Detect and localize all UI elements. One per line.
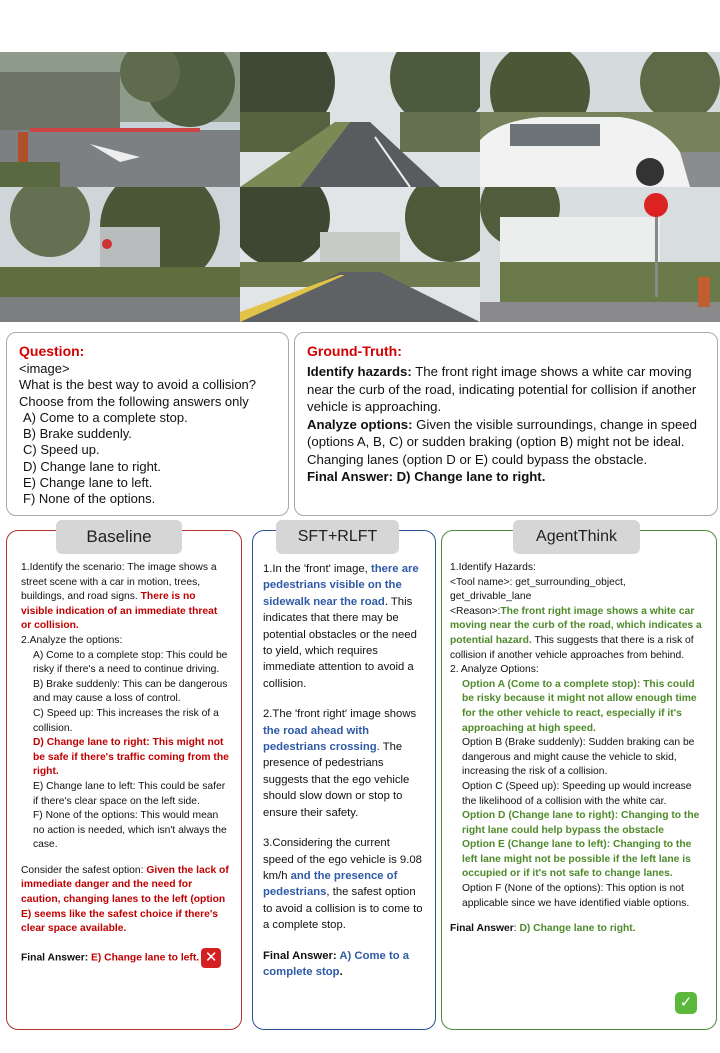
question-option: C) Speed up. (23, 442, 100, 458)
sft-step1: 1.In the 'front' image, there are pedestrians visible on the sidewalk near the road. This indicates that there may be potential obstacles or the need to yield, which requires immediate attention to avoid a collision. (263, 563, 419, 690)
ground-truth-box (294, 332, 718, 516)
question-option: B) Brake suddenly. (23, 426, 132, 442)
question-line: What is the best way to avoid a collision? (19, 377, 257, 393)
camera-back-left-image (0, 187, 240, 322)
baseline-step2: 2.Analyze the options: (21, 634, 123, 646)
baseline-title: Baseline (56, 520, 182, 554)
baseline-option-f: F) None of the options: This would mean no action is needed, which isn't always the case. (33, 810, 227, 851)
camera-front-right-image (480, 52, 720, 187)
baseline-consider: Consider the safest option: Given the lack of immediate danger and the need for caution, changing lanes to the left (option E) seems like the safest choice if there's clear space available. (21, 864, 229, 935)
agent-option-d: Option D (Change lane to right): Changing to the right lane could help bypass the obstacle (462, 810, 700, 836)
agent-option-f: Option F (None of the options): This option is not applicable since we have identified viable options. (462, 883, 690, 909)
correct-check-icon: ✓ (675, 992, 697, 1014)
baseline-option-d: D) Change lane to right: This might not be safe if there's traffic coming from the right. (33, 737, 229, 778)
wrong-x-icon: ✕ (201, 948, 221, 968)
camera-grid (0, 52, 720, 322)
agent-final-answer: Final Answer: D) Change lane to right. (450, 923, 636, 935)
question-option: A) Come to a complete stop. (23, 409, 188, 425)
question-option: E) Change lane to left. (23, 475, 153, 491)
baseline-step1: 1.Identify the scenario: The image shows a street scene with a car in motion, trees, buildings, and road signs. There is no visible indication of an immediate threat or collision. (21, 562, 218, 632)
camera-back-image (240, 187, 480, 322)
agent-tool-name: <Tool name>: get_surrounding_object, get_drivable_lane (450, 576, 626, 603)
sft-step3: 3.Considering the current speed of the ego vehicle is 9.08 km/h and the presence of pedestrians, the safest option to avoid a collision is to come to a complete stop. (263, 837, 423, 932)
camera-back-right-image (480, 187, 720, 322)
baseline-option-b: B) Brake suddenly: This can be dangerous and may cause a loss of control. (33, 678, 228, 705)
baseline-option-e: E) Change lane to left: This could be safer if there's clear space on the left side. (33, 780, 226, 807)
agent-option-c: Option C (Speed up): Speeding up would increase the likelihood of a collision with the white car. (462, 780, 692, 807)
agent-option-e: Option E (Change lane to left): Changing to the left lane might not be possible if the left lane is occupied or if it's not safe to change lanes. (462, 839, 692, 880)
sft-rlft-panel (252, 530, 436, 1030)
baseline-option-a: A) Come to a complete stop: This could be risky if there's a need to continue driving. (33, 649, 228, 676)
question-box (6, 332, 289, 516)
gt-final-answer: Final Answer: D) Change lane to right. (307, 469, 546, 484)
sft-rlft-title: SFT+RLFT (276, 520, 399, 554)
question-line: Choose from the following answers only (19, 393, 249, 409)
camera-front-left-image (0, 52, 240, 187)
camera-front-image (240, 52, 480, 187)
agentthink-title: AgentThink (513, 520, 640, 554)
agent-reason: <Reason>:The front right image shows a white car moving near the curb of the road, which indicates a potential hazard. This suggests that there is a risk of collision if another vehicle approaches from behind. (450, 605, 702, 661)
agentthink-panel (441, 530, 717, 1030)
ground-truth-label: Ground-Truth: (307, 343, 402, 359)
gt-analyze: Analyze options: Given the visible surroundings, change in speed (options A, B, C) or sudden braking (option B) might not be ideal. Changing lanes (option D or E) could bypass the obstacle. (307, 416, 697, 467)
agent-step2: 2. Analyze Options: (450, 664, 539, 676)
agent-option-b: Option B (Brake suddenly): Sudden braking can be dangerous and might cause the vehicle to skid, increasing the risk of a collision. (462, 737, 695, 778)
question-option: D) Change lane to right. (23, 458, 162, 474)
question-label: Question: (19, 343, 85, 359)
question-line: <image> (19, 361, 70, 376)
agent-option-a: Option A (Come to a complete stop): This could be risky because it might not allow enough time for the other vehicle to react, especially if it's approaching at high speed. (462, 678, 697, 734)
question-option: F) None of the options. (23, 491, 156, 507)
sft-step2: 2.The 'front right' image shows the road ahead with pedestrians crossing. The presence of pedestrians suggests that the ego vehicle should slow down or stop to ensure their safety. (263, 708, 417, 819)
baseline-panel (6, 530, 242, 1030)
agent-step1: 1.Identify Hazards: (450, 562, 536, 573)
baseline-option-c: C) Speed up: This increases the risk of a collision. (33, 707, 219, 734)
sft-final-answer: Final Answer: A) Come to a complete stop. (263, 949, 410, 978)
baseline-final-answer: Final Answer: E) Change lane to left. ✕ (21, 948, 229, 968)
gt-hazards: Identify hazards: The front right image shows a white car moving near the curb of the road, indicating potential for collision if another vehicle is approaching. (307, 364, 697, 414)
